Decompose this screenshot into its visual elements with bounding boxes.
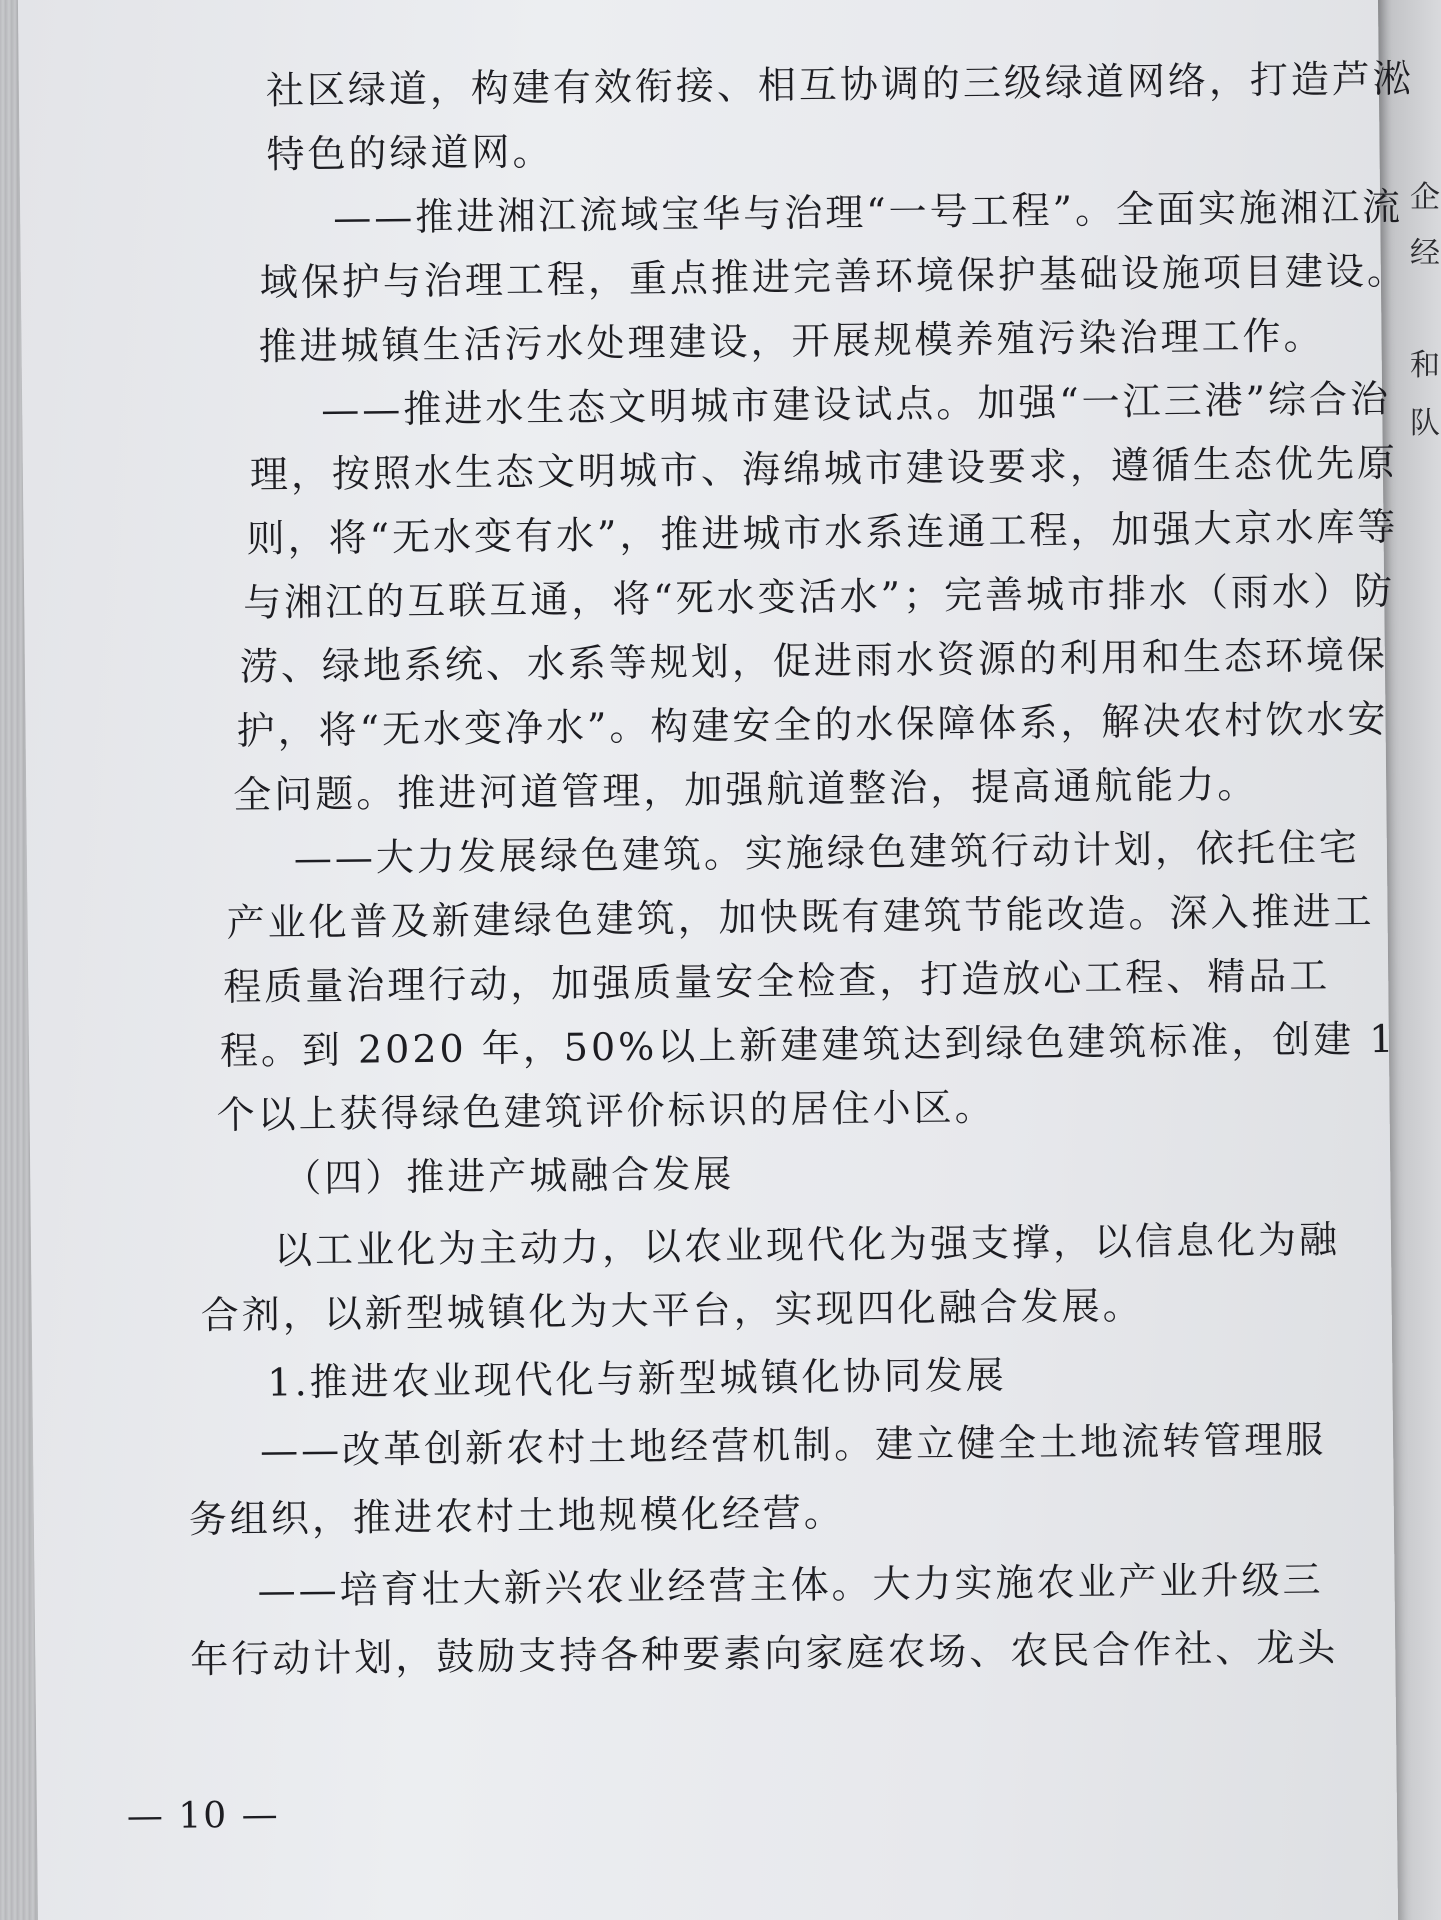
body-line: 与湘江的互联互通，将“死水变活水”；完善城市排水（雨水）防: [243, 568, 1396, 625]
body-line: 则，将“无水变有水”，推进城市水系连通工程，加强大京水库等: [246, 504, 1399, 561]
body-line: 护，将“无水变净水”。构建安全的水保障体系，解决农村饮水安: [236, 696, 1389, 753]
adjacent-page-char: 和: [1410, 348, 1440, 383]
body-line: 推进城镇生活污水处理建设，开展规模养殖污染治理工作。: [258, 313, 1325, 369]
body-line: 合剂，以新型城镇化为大平台，实现四化融合发展。: [200, 1283, 1144, 1338]
body-line: ——培育壮大新兴农业经营主体。大力实施农业产业升级三: [257, 1557, 1324, 1613]
body-line: ——改革创新农村土地经营机制。建立健全土地流转管理服: [259, 1417, 1327, 1473]
section-heading: （四）推进产城融合发展: [283, 1151, 735, 1201]
adjacent-page-char: 经: [1410, 236, 1440, 271]
body-line: 特色的绿道网。: [266, 129, 554, 177]
body-line: 全问题。推进河道管理，加强航道整治，提高通航能力。: [233, 762, 1259, 817]
body-line: ——推进水生态文明城市建设试点。加强“一江三港”综合治: [320, 376, 1392, 433]
adjacent-page-char: 企: [1410, 180, 1440, 215]
page-number: — 10 —: [126, 1794, 280, 1838]
body-line: 程质量治理行动，加强质量安全检查，打造放心工程、精品工: [223, 953, 1331, 1010]
body-line: 涝、绿地系统、水系等规划，促进雨水资源的利用和生态环境保: [239, 632, 1389, 689]
body-line: ——大力发展绿色建筑。实施绿色建筑行动计划，依托住宅: [293, 825, 1361, 881]
subsection-heading: 1.推进农业现代化与新型城镇化协同发展: [267, 1352, 1007, 1405]
body-line: 年行动计划，鼓励支持各种要素向家庭农场、农民合作社、龙头: [190, 1625, 1339, 1682]
adjacent-page-char: 队: [1410, 406, 1440, 441]
body-line: ——推进湘江流域宝华与治理“一号工程”。全面实施湘江流: [332, 184, 1404, 240]
body-line: 社区绿道，构建有效衔接、相互协调的三级绿道网络，打造芦淞: [265, 56, 1415, 113]
body-line: 程。到 2020 年，50%以上新建建筑达到绿色建筑标准，创建 1: [219, 1016, 1397, 1074]
body-line: 理，按照水生态文明城市、海绵城市建设要求，遵循生态优先原: [249, 440, 1399, 497]
document-body: [174, 55, 1415, 1682]
body-line: 产业化普及新建绿色建筑，加快既有建筑节能改造。深入推进工: [226, 889, 1375, 946]
body-line: 个以上获得绿色建筑评价标识的居住小区。: [216, 1084, 996, 1138]
body-line: 域保护与治理工程，重点推进完善环境保护基础设施项目建设。: [259, 248, 1409, 305]
body-line: 以工业化为主动力，以农业现代化为强支撑，以信息化为融: [273, 1217, 1341, 1273]
document-page: [18, 0, 1415, 1920]
body-line: 务组织，推进农村土地规模化经营。: [188, 1490, 846, 1542]
